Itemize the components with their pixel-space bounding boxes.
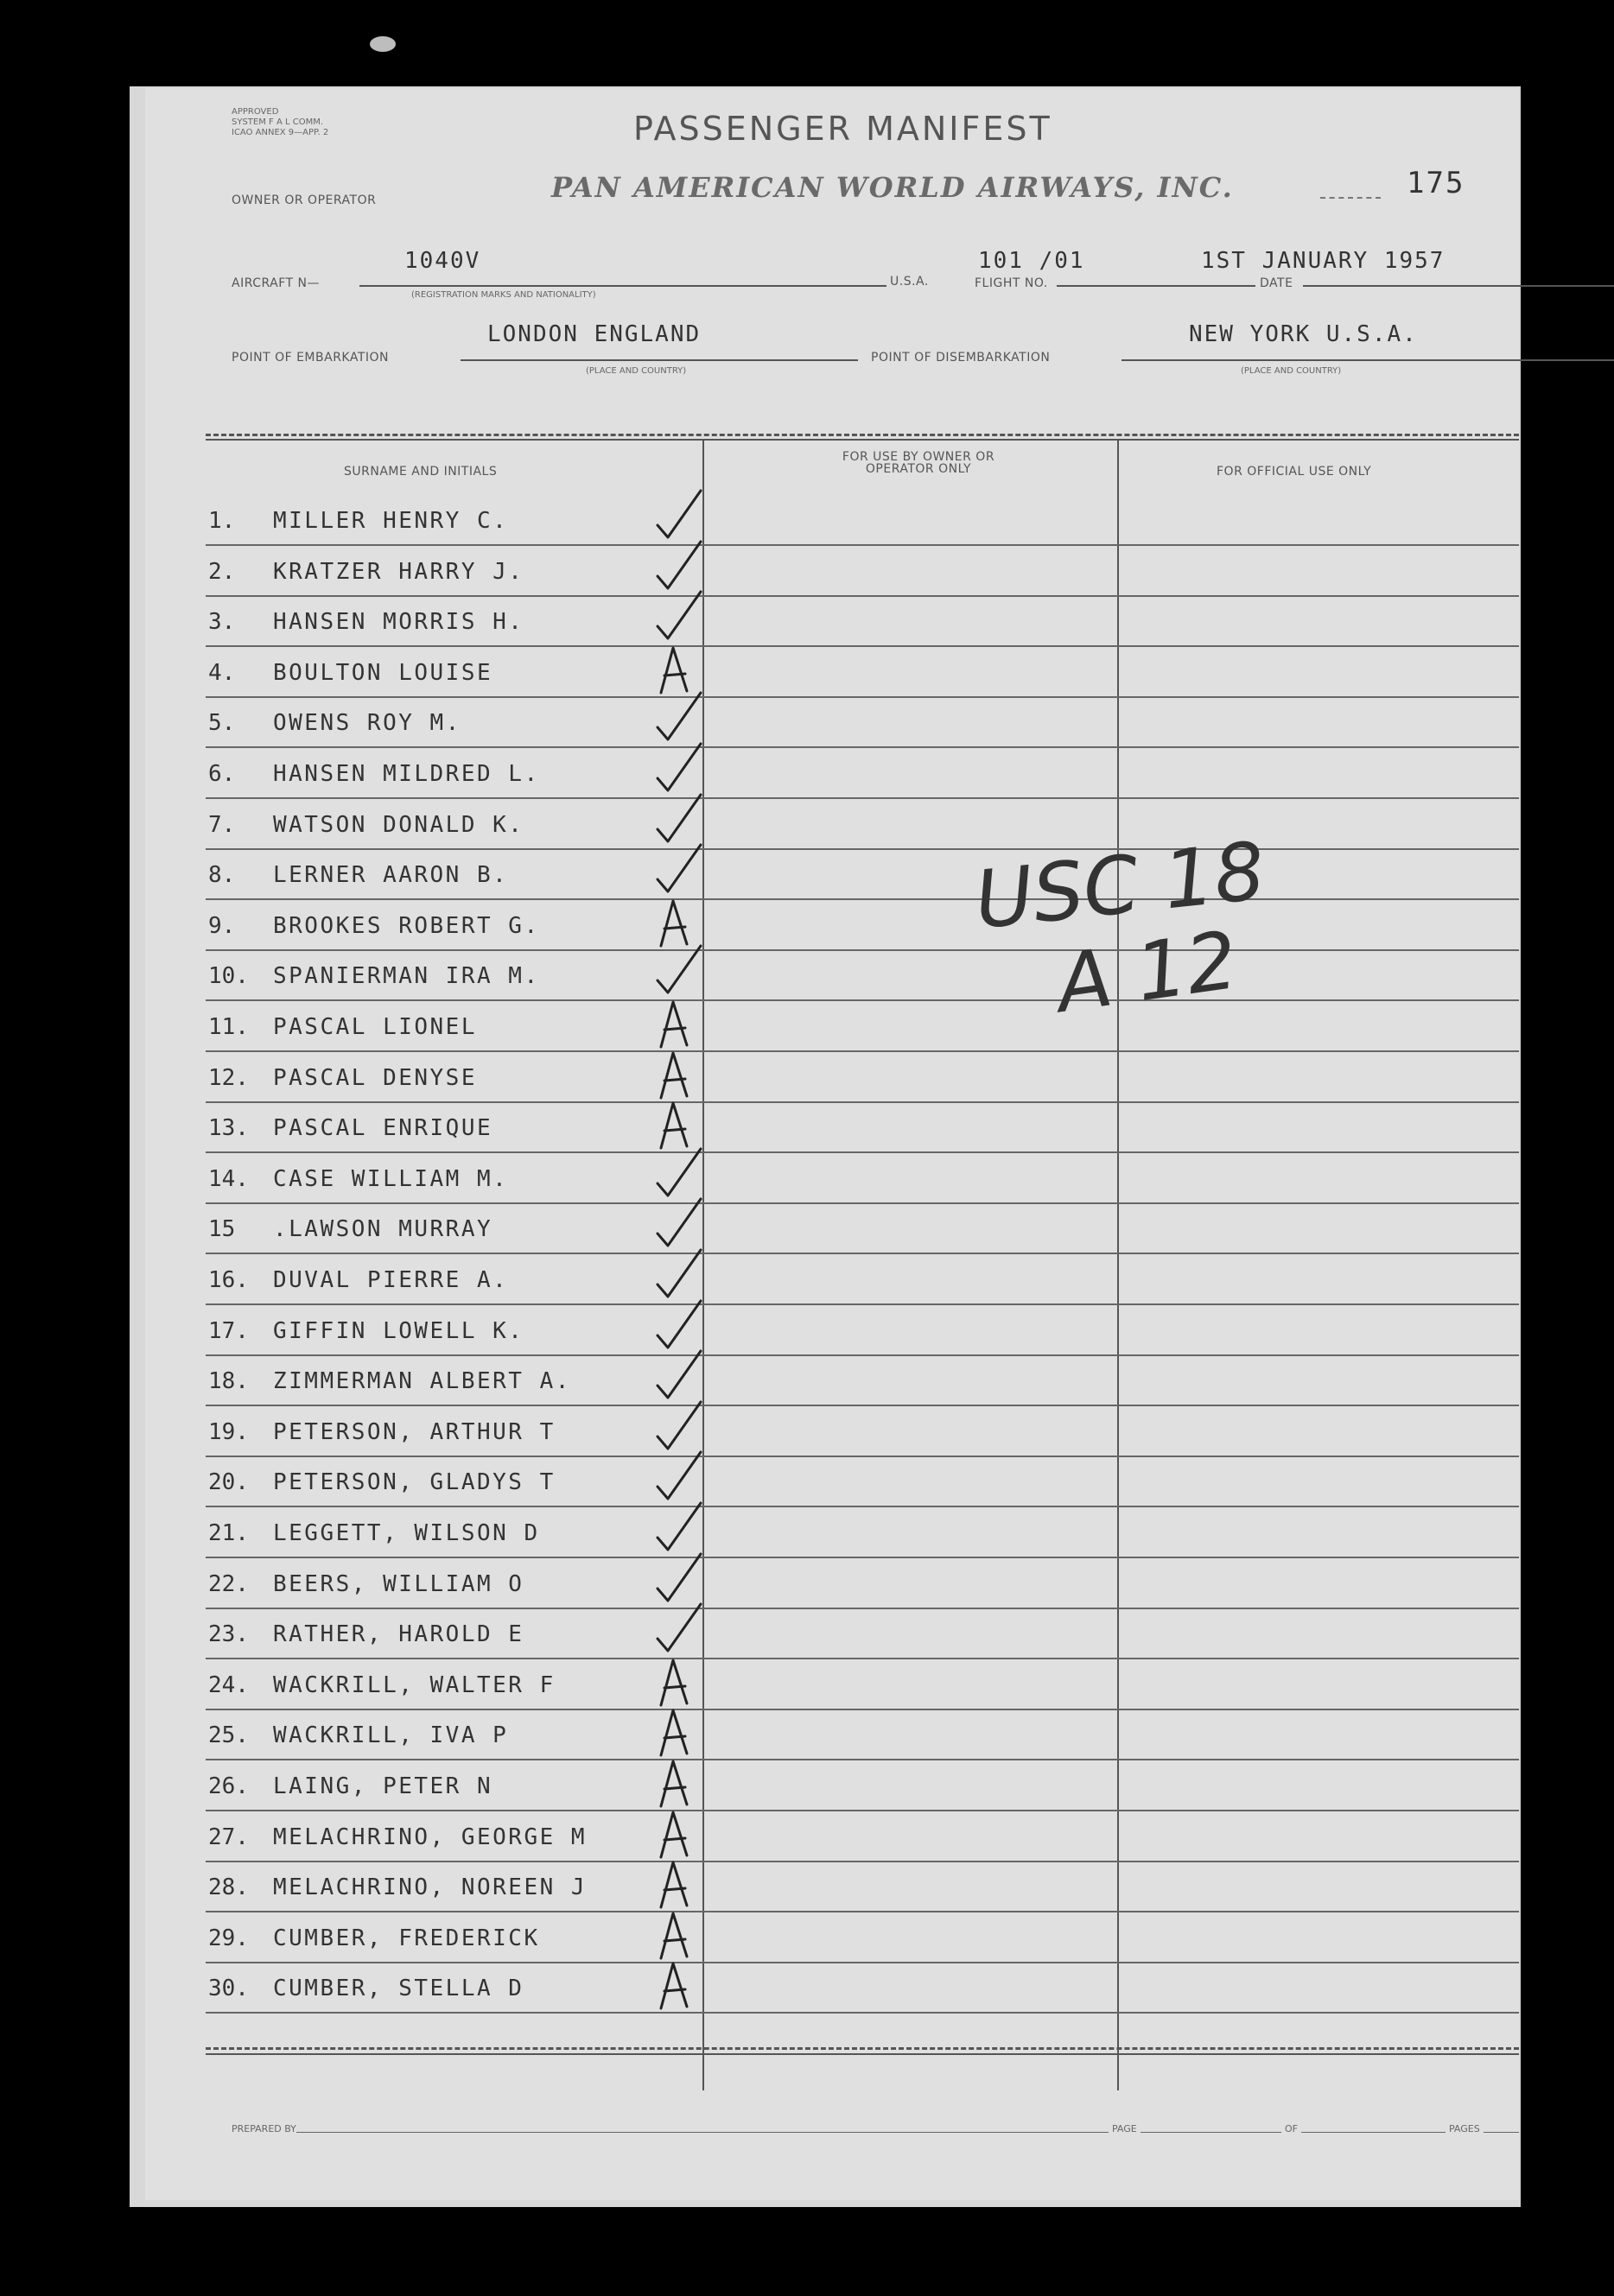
checkmark-icon: [642, 1552, 728, 1609]
passenger-name: MELACHRINO, NOREEN J: [273, 1874, 588, 1901]
passenger-number: 22.: [208, 1570, 249, 1597]
passenger-row: [206, 901, 1519, 951]
footer-line: [296, 2132, 1519, 2133]
table-top-rule: [206, 439, 1519, 441]
passenger-number: 9.: [208, 912, 236, 939]
handwritten-a-mark: [642, 995, 728, 1052]
passenger-row: [206, 1913, 1519, 1963]
passenger-name: PETERSON, ARTHUR T: [273, 1418, 556, 1445]
approval-line: ICAO ANNEX 9—APP. 2: [232, 128, 329, 137]
passenger-row: [206, 1002, 1519, 1052]
aircraft-underline: [359, 285, 886, 287]
handwritten-tally: USC 18: [970, 824, 1269, 948]
handwritten-a-mark: [642, 1046, 728, 1103]
passenger-number: 4.: [208, 659, 236, 686]
passenger-name: LAING, PETER N: [273, 1773, 493, 1799]
aircraft-label: AIRCRAFT N—: [232, 276, 321, 290]
passenger-row: [206, 1306, 1519, 1356]
disembarkation-label: POINT OF DISEMBARKATION: [871, 351, 1051, 365]
table-bottom-rule: [206, 2053, 1519, 2055]
owner-column-header: FOR USE BY OWNER OR OPERATOR ONLY: [842, 450, 995, 476]
handwritten-a-mark: [642, 1805, 728, 1862]
passenger-row: [206, 1255, 1519, 1305]
approval-line: APPROVED: [232, 107, 279, 117]
passenger-number: 30.: [208, 1976, 249, 2002]
embarkation-underline: [461, 359, 858, 361]
handwritten-a-mark: [642, 641, 728, 698]
passenger-row: [206, 698, 1519, 748]
passenger-number: 20.: [208, 1469, 249, 1496]
passenger-name: LERNER AARON B.: [273, 862, 509, 889]
approval-line: SYSTEM F A L COMM.: [232, 117, 324, 127]
passenger-row: [206, 1053, 1519, 1103]
handwritten-a-mark: [642, 1906, 728, 1963]
checkmark-icon: [642, 793, 728, 850]
checkmark-icon: [642, 1147, 728, 1204]
passenger-name: WACKRILL, IVA P: [273, 1722, 509, 1749]
passenger-number: 15: [208, 1216, 236, 1243]
passenger-name: BROOKES ROBERT G.: [273, 912, 540, 939]
passenger-number: 3.: [208, 609, 236, 636]
page-label: PAGE: [1109, 2123, 1141, 2134]
approval-block: [232, 107, 328, 138]
table-bottom-rule: [206, 2047, 1519, 2050]
registration-note: (REGISTRATION MARKS AND NATIONALITY): [411, 290, 596, 300]
passenger-number: 2.: [208, 558, 236, 585]
handwritten-tally: A 12: [1051, 913, 1243, 1031]
checkmark-icon: [642, 489, 728, 546]
passenger-name: LEGGETT, WILSON D: [273, 1520, 540, 1546]
passenger-row: [206, 1103, 1519, 1153]
passenger-row: [206, 1660, 1519, 1710]
passenger-number: 19.: [208, 1418, 249, 1445]
checkmark-icon: [642, 1299, 728, 1356]
passenger-number: 27.: [208, 1823, 249, 1850]
handwritten-a-mark: [642, 1754, 728, 1811]
checkmark-icon: [642, 540, 728, 597]
official-column-header: FOR OFFICIAL USE ONLY: [1217, 465, 1372, 479]
prepared-by-label: PREPARED BY: [232, 2123, 296, 2134]
passenger-number: 1.: [208, 508, 236, 534]
passenger-number: 14.: [208, 1165, 249, 1192]
passenger-name: BOULTON LOUISE: [273, 659, 493, 686]
checkmark-icon: [642, 843, 728, 900]
passenger-row: [206, 1508, 1519, 1558]
passenger-number: 7.: [208, 811, 236, 838]
passenger-row: [206, 648, 1519, 698]
flight-number: 101 /01: [978, 248, 1085, 274]
passenger-row: [206, 1154, 1519, 1204]
checkmark-icon: [642, 1349, 728, 1406]
passenger-name: SPANIERMAN IRA M.: [273, 963, 540, 990]
handwritten-a-mark: [642, 1653, 728, 1710]
checkmark-icon: [642, 1450, 728, 1507]
checkmark-icon: [642, 944, 728, 1001]
nationality: U.S.A.: [890, 275, 929, 289]
handwritten-a-mark: [642, 1703, 728, 1760]
passenger-number: 13.: [208, 1115, 249, 1142]
checkmark-icon: [642, 1501, 728, 1558]
passenger-name: OWENS ROY M.: [273, 710, 461, 737]
passenger-name: CASE WILLIAM M.: [273, 1165, 509, 1192]
embarkation-place: LONDON ENGLAND: [487, 321, 702, 347]
row-rule: [206, 2012, 1519, 2014]
passenger-row: [206, 1407, 1519, 1457]
flight-date: 1ST JANUARY 1957: [1201, 248, 1446, 274]
handwritten-a-mark: [642, 894, 728, 951]
passenger-name: DUVAL PIERRE A.: [273, 1267, 509, 1293]
checkmark-icon: [642, 590, 728, 647]
passenger-name: WACKRILL, WALTER F: [273, 1671, 556, 1698]
pages-label: PAGES: [1446, 2123, 1484, 2134]
manifest-page: [145, 88, 1519, 2200]
passenger-row: [206, 1559, 1519, 1609]
passenger-name: CUMBER, STELLA D: [273, 1976, 524, 2002]
checkmark-icon: [642, 1400, 728, 1457]
passenger-row: [206, 1609, 1519, 1659]
passenger-name: CUMBER, FREDERICK: [273, 1925, 540, 1951]
checkmark-icon: [642, 1197, 728, 1254]
passenger-number: 29.: [208, 1925, 249, 1951]
passenger-row: [206, 1963, 1519, 2014]
passenger-name: ZIMMERMAN ALBERT A.: [273, 1368, 571, 1395]
passenger-row: [206, 597, 1519, 647]
disembarkation-place: NEW YORK U.S.A.: [1189, 321, 1418, 347]
passenger-number: 23.: [208, 1621, 249, 1648]
checkmark-icon: [642, 742, 728, 799]
passenger-number: 10.: [208, 963, 249, 990]
checkmark-icon: [642, 1248, 728, 1305]
aircraft-number: 1040V: [404, 248, 481, 274]
passenger-row: [206, 496, 1519, 546]
passenger-name: BEERS, WILLIAM O: [273, 1570, 524, 1597]
operator-name: PAN AMERICAN WORLD AIRWAYS, INC.: [551, 171, 1234, 204]
passenger-name: PASCAL ENRIQUE: [273, 1115, 493, 1142]
handwritten-a-mark: [642, 1855, 728, 1912]
passenger-row: [206, 1457, 1519, 1507]
passenger-row: [206, 1356, 1519, 1406]
passenger-number: 21.: [208, 1520, 249, 1546]
passenger-name: KRATZER HARRY J.: [273, 558, 524, 585]
passenger-name: HANSEN MORRIS H.: [273, 609, 524, 636]
passenger-name: PASCAL LIONEL: [273, 1014, 477, 1040]
passenger-name: RATHER, HAROLD E: [273, 1621, 524, 1648]
place-note: (PLACE AND COUNTRY): [1241, 366, 1342, 376]
handwritten-a-mark: [642, 1096, 728, 1153]
passenger-number: 18.: [208, 1368, 249, 1395]
checkmark-icon: [642, 691, 728, 748]
passenger-row: [206, 800, 1519, 850]
passenger-number: 11.: [208, 1014, 249, 1040]
passenger-number: 8.: [208, 862, 236, 889]
passenger-name: MELACHRINO, GEORGE M: [273, 1823, 588, 1850]
passenger-name: PETERSON, GLADYS T: [273, 1469, 556, 1496]
place-note: (PLACE AND COUNTRY): [586, 366, 687, 376]
passenger-number: 16.: [208, 1267, 249, 1293]
flight-underline: [1057, 285, 1255, 287]
of-label: OF: [1281, 2123, 1301, 2134]
owner-label: OWNER OR OPERATOR: [232, 193, 377, 207]
passenger-name: MILLER HENRY C.: [273, 508, 509, 534]
passenger-name: WATSON DONALD K.: [273, 811, 524, 838]
date-label: DATE: [1260, 276, 1293, 290]
table-top-rule: [206, 434, 1519, 436]
embarkation-label: POINT OF EMBARKATION: [232, 351, 390, 365]
page-title: PASSENGER MANIFEST: [633, 110, 1052, 148]
passenger-row: [206, 850, 1519, 900]
passenger-name: HANSEN MILDRED L.: [273, 761, 540, 787]
passenger-number: 24.: [208, 1671, 249, 1698]
passenger-row: [206, 1862, 1519, 1912]
passenger-name: PASCAL DENYSE: [273, 1064, 477, 1091]
passenger-number: 17.: [208, 1317, 249, 1344]
passenger-name: GIFFIN LOWELL K.: [273, 1317, 524, 1344]
passenger-name: .LAWSON MURRAY: [273, 1216, 493, 1243]
surname-column-header: SURNAME AND INITIALS: [344, 465, 498, 479]
punch-hole: [370, 36, 396, 52]
passenger-row: [206, 1812, 1519, 1862]
page-reference: 175: [1407, 166, 1465, 200]
passenger-number: 25.: [208, 1722, 249, 1749]
passenger-row: [206, 1761, 1519, 1811]
passenger-row: [206, 749, 1519, 799]
divider: [1320, 197, 1381, 199]
passenger-row: [206, 951, 1519, 1001]
checkmark-icon: [642, 1602, 728, 1659]
passenger-number: 6.: [208, 761, 236, 787]
passenger-number: 28.: [208, 1874, 249, 1901]
passenger-number: 12.: [208, 1064, 249, 1091]
date-underline: [1303, 285, 1614, 287]
flight-label: FLIGHT NO.: [975, 276, 1048, 290]
passenger-row: [206, 1204, 1519, 1254]
disembarkation-underline: [1122, 359, 1614, 361]
passenger-number: 26.: [208, 1773, 249, 1799]
passenger-row: [206, 1710, 1519, 1760]
passenger-row: [206, 547, 1519, 597]
handwritten-a-mark: [642, 1957, 728, 2014]
passenger-number: 5.: [208, 710, 236, 737]
